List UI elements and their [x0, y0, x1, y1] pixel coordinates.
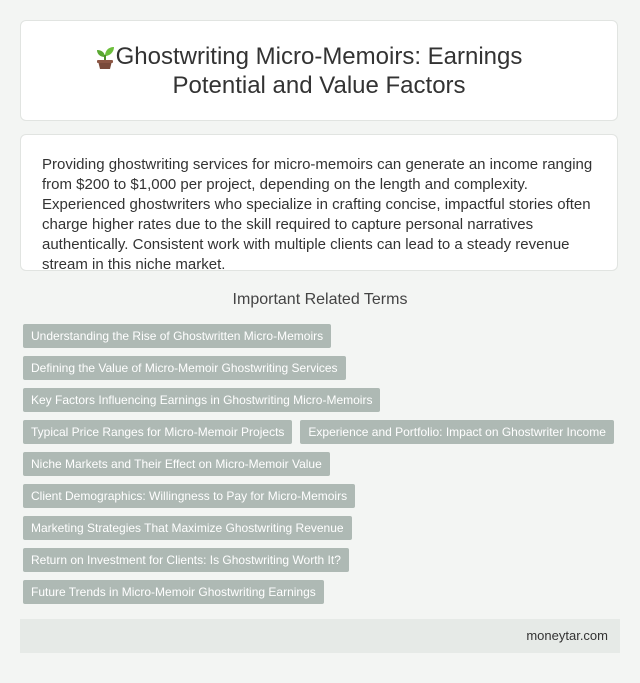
related-term-tag[interactable]: Experience and Portfolio: Impact on Ghostwriter Income	[300, 420, 613, 444]
title-container	[79, 42, 559, 100]
related-term-tag[interactable]: Niche Markets and Their Effect on Micro-Memoir Value	[23, 452, 330, 476]
related-terms-list	[23, 324, 623, 612]
page-title: Ghostwriting Micro-Memoirs: Earnings Potential and Value Factors	[115, 42, 523, 99]
tag-row	[23, 388, 623, 412]
related-term-tag[interactable]: Key Factors Influencing Earnings in Ghostwriting Micro-Memoirs	[23, 388, 380, 412]
related-term-tag[interactable]: Client Demographics: Willingness to Pay for Micro-Memoirs	[23, 484, 355, 508]
related-term-tag[interactable]: Return on Investment for Clients: Is Ghostwriting Worth It?	[23, 548, 349, 572]
intro-card	[20, 134, 618, 271]
tag-row	[23, 452, 623, 476]
tag-row	[23, 324, 623, 348]
intro-paragraph: Providing ghostwriting services for micro-memoirs can generate an income ranging from $200 to $1,000 per project, depending on the length and complexity. Experienced ghostwriters who specialize in crafting concise, impactful stories often charge higher rates due to the skill required to capture personal narratives authentically. Consistent work with multiple clients can lead to a steady revenue stream in this niche market.	[42, 156, 593, 273]
footer	[20, 619, 620, 653]
title-card	[20, 20, 618, 121]
related-term-tag[interactable]: Future Trends in Micro-Memoir Ghostwriting Earnings	[23, 580, 324, 604]
related-term-tag[interactable]: Marketing Strategies That Maximize Ghostwriting Revenue	[23, 516, 352, 540]
tag-row	[23, 420, 623, 444]
tag-row	[23, 516, 623, 540]
related-term-tag[interactable]: Defining the Value of Micro-Memoir Ghostwriting Services	[23, 356, 346, 380]
tag-row	[23, 580, 623, 604]
tag-row	[23, 548, 623, 572]
related-term-tag[interactable]: Typical Price Ranges for Micro-Memoir Projects	[23, 420, 292, 444]
related-terms-heading: Important Related Terms	[232, 291, 408, 308]
tag-row	[23, 484, 623, 508]
tag-row	[23, 356, 623, 380]
sprout-icon	[93, 44, 117, 70]
footer-site-link[interactable]: moneytar.com	[526, 628, 608, 643]
related-term-tag[interactable]: Understanding the Rise of Ghostwritten Micro-Memoirs	[23, 324, 331, 348]
